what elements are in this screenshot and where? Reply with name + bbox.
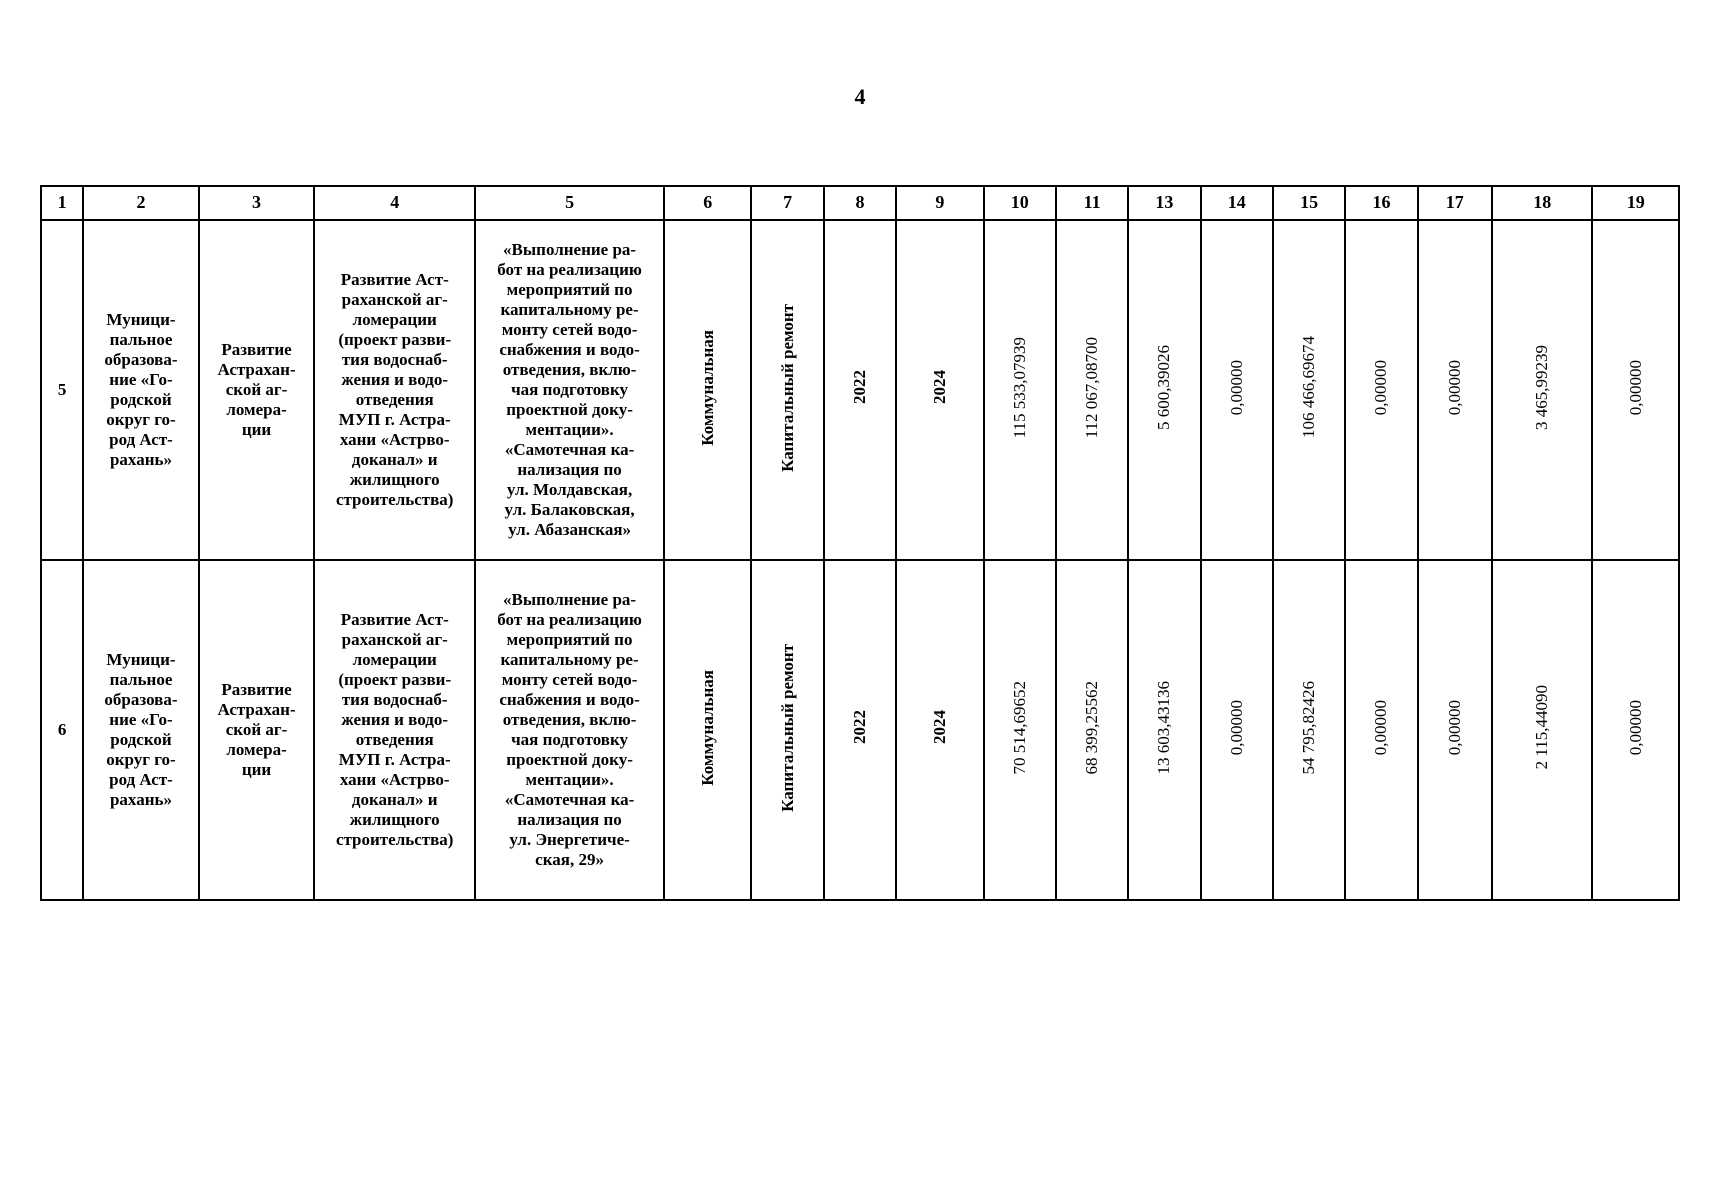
- value-text: 0,00000: [1444, 699, 1464, 756]
- value-cell: [984, 560, 1056, 900]
- header-cell: 9: [896, 186, 983, 220]
- value-text: 3 465,99239: [1532, 344, 1552, 430]
- row-number: 5: [41, 220, 83, 560]
- sector-text: Коммунальная: [697, 329, 717, 446]
- value-cell: [1273, 560, 1345, 900]
- header-cell: 11: [1056, 186, 1128, 220]
- end-year-cell: [896, 560, 983, 900]
- sector-cell: [664, 220, 751, 560]
- header-cell: 15: [1273, 186, 1345, 220]
- value-cell: [1418, 560, 1492, 900]
- start-year-cell: [824, 560, 896, 900]
- work-type-text: Капитальный ремонт: [777, 303, 797, 472]
- header-cell: 5: [475, 186, 664, 220]
- end-year-cell: [896, 220, 983, 560]
- header-cell: 16: [1345, 186, 1417, 220]
- value-cell: [1128, 560, 1200, 900]
- value-cell: [1592, 220, 1679, 560]
- header-cell: 19: [1592, 186, 1679, 220]
- header-cell: 7: [751, 186, 823, 220]
- value-cell: [1418, 220, 1492, 560]
- value-text: 0,00000: [1444, 359, 1464, 416]
- start-year-text: 2022: [849, 370, 869, 405]
- header-cell: 1: [41, 186, 83, 220]
- program-text: Развитие Астрахан- ской аг- ломера- ции: [217, 679, 296, 780]
- work-type-cell: [751, 220, 823, 560]
- value-text: 13 603,43136: [1154, 680, 1174, 775]
- header-cell: 8: [824, 186, 896, 220]
- start-year-cell: [824, 220, 896, 560]
- header-cell: 3: [199, 186, 315, 220]
- municipality-text: Муници- пальное образова- ние «Го- родской округ го- род Аст- рахань»: [104, 309, 178, 470]
- header-cell: 13: [1128, 186, 1200, 220]
- value-cell: [984, 220, 1056, 560]
- table-row: [41, 560, 1679, 900]
- municipality-text: Муници- пальное образова- ние «Го- родской округ го- род Аст- рахань»: [104, 649, 178, 810]
- value-text: 68 399,25562: [1082, 680, 1102, 775]
- value-cell: [1345, 560, 1417, 900]
- program-cell: [199, 220, 315, 560]
- header-cell: 10: [984, 186, 1056, 220]
- value-cell: [1201, 220, 1273, 560]
- value-text: 115 533,07939: [1009, 336, 1029, 439]
- end-year-text: 2024: [929, 710, 949, 745]
- value-cell: [1345, 220, 1417, 560]
- value-text: 54 795,82426: [1299, 680, 1319, 775]
- end-year-text: 2024: [929, 370, 949, 405]
- header-cell: 6: [664, 186, 751, 220]
- header-row: [41, 186, 1679, 220]
- project-text: Развитие Аст- раханской аг- ломерации (проект разви- тия водоснаб- жения и водо- отведения МУП г. Астра- хани «Астрво- доканал» и жилищного строительства): [335, 609, 454, 850]
- municipality-cell: [83, 220, 199, 560]
- header-cell: 4: [314, 186, 475, 220]
- sector-cell: [664, 560, 751, 900]
- value-cell: [1056, 560, 1128, 900]
- value-text: 0,00000: [1625, 359, 1645, 416]
- municipality-cell: [83, 560, 199, 900]
- value-text: 106 466,69674: [1299, 336, 1319, 439]
- header-cell: 2: [83, 186, 199, 220]
- value-text: 70 514,69652: [1009, 680, 1029, 775]
- value-text: 5 600,39026: [1154, 344, 1174, 430]
- page-number: 4: [854, 84, 866, 109]
- sector-text: Коммунальная: [697, 669, 717, 786]
- value-text: 0,00000: [1625, 699, 1645, 756]
- program-text: Развитие Астрахан- ской аг- ломера- ции: [217, 339, 296, 440]
- value-text: 0,00000: [1371, 699, 1391, 756]
- event-cell: [475, 560, 664, 900]
- value-cell: [1201, 560, 1273, 900]
- program-cell: [199, 560, 315, 900]
- project-cell: [314, 220, 475, 560]
- value-cell: [1273, 220, 1345, 560]
- table-row: [41, 220, 1679, 560]
- data-table: [40, 185, 1680, 901]
- event-text: «Выполнение ра- бот на реализацию мероприятий по капитальному ре- монту сетей водо- снабжения и водо- отведения, вклю- чая подготовку проектной доку- ментации». «Самотечная ка- нализация по ул. Молдавская, ул. Балаковская, ул. Абазанская»: [497, 239, 642, 540]
- header-cell: 17: [1418, 186, 1492, 220]
- value-cell: [1128, 220, 1200, 560]
- event-cell: [475, 220, 664, 560]
- work-type-text: Капитальный ремонт: [777, 643, 797, 812]
- header-cell: 18: [1492, 186, 1592, 220]
- value-cell: [1056, 220, 1128, 560]
- project-cell: [314, 560, 475, 900]
- value-cell: [1492, 220, 1592, 560]
- value-text: 2 115,44090: [1532, 685, 1552, 770]
- value-text: 0,00000: [1226, 359, 1246, 416]
- work-type-cell: [751, 560, 823, 900]
- event-text: «Выполнение ра- бот на реализацию мероприятий по капитальному ре- монту сетей водо- снабжения и водо- отведения, вклю- чая подготовку проектной доку- ментации». «Самотечная ка- нализация по ул. Энергетиче- ская, 29»: [497, 589, 642, 870]
- value-text: 112 067,08700: [1082, 336, 1102, 439]
- start-year-text: 2022: [849, 710, 869, 745]
- value-text: 0,00000: [1371, 359, 1391, 416]
- header-cell: 14: [1201, 186, 1273, 220]
- value-cell: [1492, 560, 1592, 900]
- row-number: 6: [41, 560, 83, 900]
- value-text: 0,00000: [1226, 699, 1246, 756]
- project-text: Развитие Аст- раханской аг- ломерации (проект разви- тия водоснаб- жения и водо- отведения МУП г. Астра- хани «Астрво- доканал» и жилищного строительства): [335, 269, 454, 510]
- value-cell: [1592, 560, 1679, 900]
